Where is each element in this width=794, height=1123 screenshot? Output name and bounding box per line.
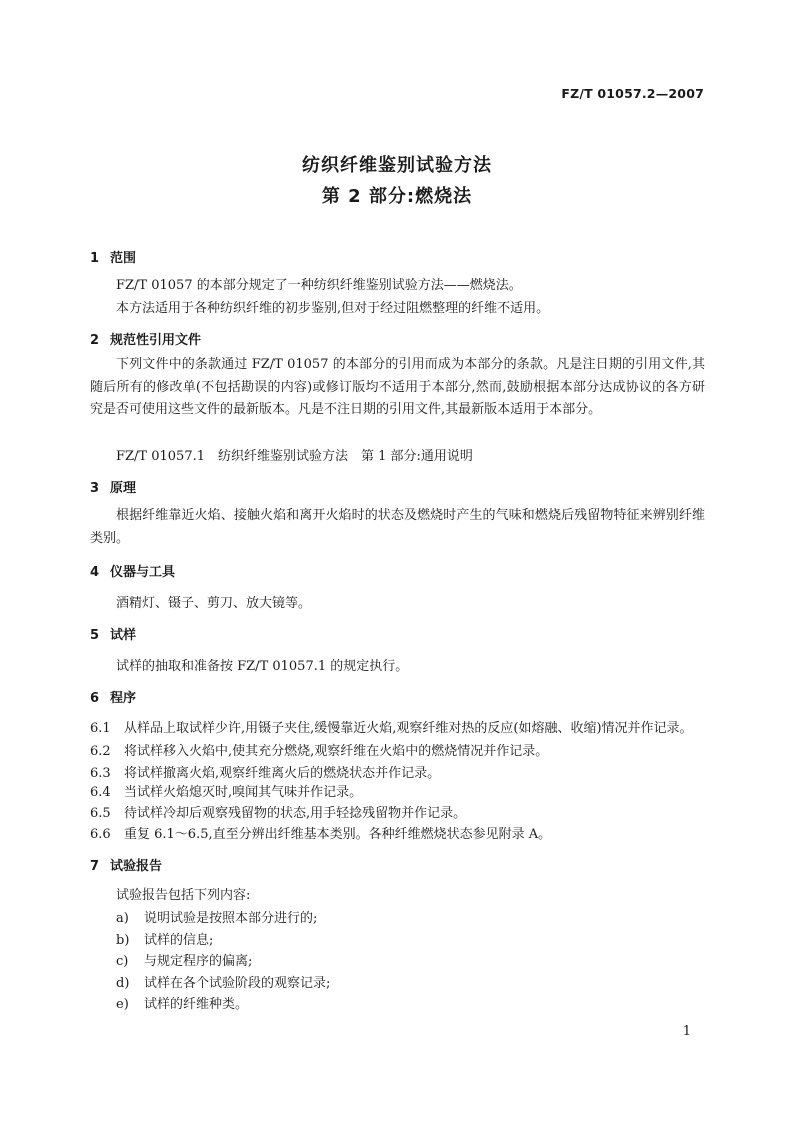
- step-text: 将试样移入火焰中,使其充分燃烧,观察纤维在火焰中的燃烧情况并作记录。: [124, 744, 549, 759]
- section-title: 仪器与工具: [110, 565, 176, 580]
- list-marker: c): [116, 954, 129, 969]
- procedure-step: [90, 762, 440, 781]
- list-text: 与规定程序的偏离;: [144, 954, 253, 969]
- procedure-step: [90, 740, 548, 759]
- section-heading-test-report: [90, 855, 162, 874]
- list-item: [116, 907, 317, 926]
- section-number: 5: [90, 628, 100, 643]
- step-text: 将试样撤离火焰,观察纤维离火后的燃烧状态并作记录。: [124, 766, 441, 781]
- step-text: 从样品上取试样少许,用镊子夹住,缓慢靠近火焰,观察纤维对热的反应(如熔融、收缩)情况并作记录。: [124, 721, 693, 736]
- section-title: 原理: [110, 481, 137, 496]
- step-text: 待试样冷却后观察残留物的状态,用手轻捻残留物并作记录。: [124, 806, 467, 821]
- paragraph: 本方法适用于各种纺织纤维的初步鉴别,但对于经过阻燃整理的纤维不适用。: [116, 301, 550, 316]
- step-number: 6.4: [90, 785, 111, 800]
- list-text: 试样的信息;: [144, 933, 214, 948]
- page-number: 1: [682, 1024, 691, 1039]
- reference-entry: FZ/T 01057.1 纺织纤维鉴别试验方法 第 1 部分:通用说明: [116, 449, 473, 464]
- procedure-step: [90, 781, 362, 800]
- step-number: 6.1: [90, 721, 111, 736]
- paragraph: 试验报告包括下列内容:: [116, 888, 251, 903]
- paragraph: 根据纤维靠近火焰、接触火焰和离开火焰时的状态及燃烧时产生的气味和燃烧后残留物特征来辨别纤维类别。: [90, 508, 705, 546]
- document-subtitle: 第 2 部分:燃烧法: [321, 186, 473, 207]
- section-title: 试验报告: [110, 859, 163, 874]
- section-title: 规范性引用文件: [110, 333, 202, 348]
- list-marker: b): [116, 933, 130, 948]
- list-item: [116, 993, 248, 1012]
- paragraph: 酒精灯、镊子、剪刀、放大镜等。: [116, 596, 312, 611]
- section-number: 4: [90, 565, 100, 580]
- section-number: 6: [90, 691, 100, 706]
- step-number: 6.3: [90, 766, 111, 781]
- section-title: 范围: [110, 251, 137, 266]
- list-marker: d): [116, 976, 130, 991]
- section-heading-specimen: [90, 624, 136, 643]
- standard-code: FZ/T 01057.2—2007: [561, 86, 704, 101]
- list-marker: e): [116, 997, 129, 1012]
- paragraph: FZ/T 01057 的本部分规定了一种纺织纤维鉴别试验方法——燃烧法。: [116, 278, 522, 293]
- document-title: 纺织纤维鉴别试验方法: [302, 155, 492, 176]
- section-number: 2: [90, 333, 100, 348]
- list-item: [116, 972, 330, 991]
- section-heading-principle: [90, 477, 136, 496]
- step-text: 当试样火焰熄灭时,嗅闻其气味并作记录。: [124, 785, 363, 800]
- step-number: 6.2: [90, 744, 111, 759]
- list-item: [116, 950, 252, 969]
- section-number: 1: [90, 251, 100, 266]
- list-text: 试样在各个试验阶段的观察记录;: [144, 976, 331, 991]
- paragraph: 试样的抽取和准备按 FZ/T 01057.1 的规定执行。: [116, 659, 409, 674]
- section-title: 程序: [110, 691, 137, 706]
- procedure-step: [90, 802, 466, 821]
- section-heading-apparatus: [90, 561, 175, 580]
- step-number: 6.6: [90, 827, 111, 842]
- section-number: 3: [90, 481, 100, 496]
- procedure-step: [90, 823, 551, 842]
- step-number: 6.5: [90, 806, 111, 821]
- list-marker: a): [116, 911, 129, 926]
- paragraph: 下列文件中的条款通过 FZ/T 01057 的本部分的引用而成为本部分的条款。凡是注日期的引用文件,其随后所有的修改单(不包括勘误的内容)或修订版均不适用于本部分,然而,鼓励根据本部分达成协议的各方研究是否可使用这些文件的最新版本。凡是不注日期的引用文件,其最新版本适用于本部分。: [90, 357, 705, 417]
- section-title: 试样: [110, 628, 137, 643]
- list-text: 试样的纤维种类。: [144, 997, 249, 1012]
- list-item: [116, 929, 213, 948]
- section-number: 7: [90, 859, 100, 874]
- list-text: 说明试验是按照本部分进行的;: [144, 911, 318, 926]
- step-text: 重复 6.1～6.5,直至分辨出纤维基本类别。各种纤维燃烧状态参见附录 A。: [124, 827, 552, 842]
- section-heading-normative-references: [90, 329, 201, 348]
- section-heading-scope: [90, 247, 136, 266]
- section-heading-procedure: [90, 687, 136, 706]
- procedure-step: [90, 717, 693, 736]
